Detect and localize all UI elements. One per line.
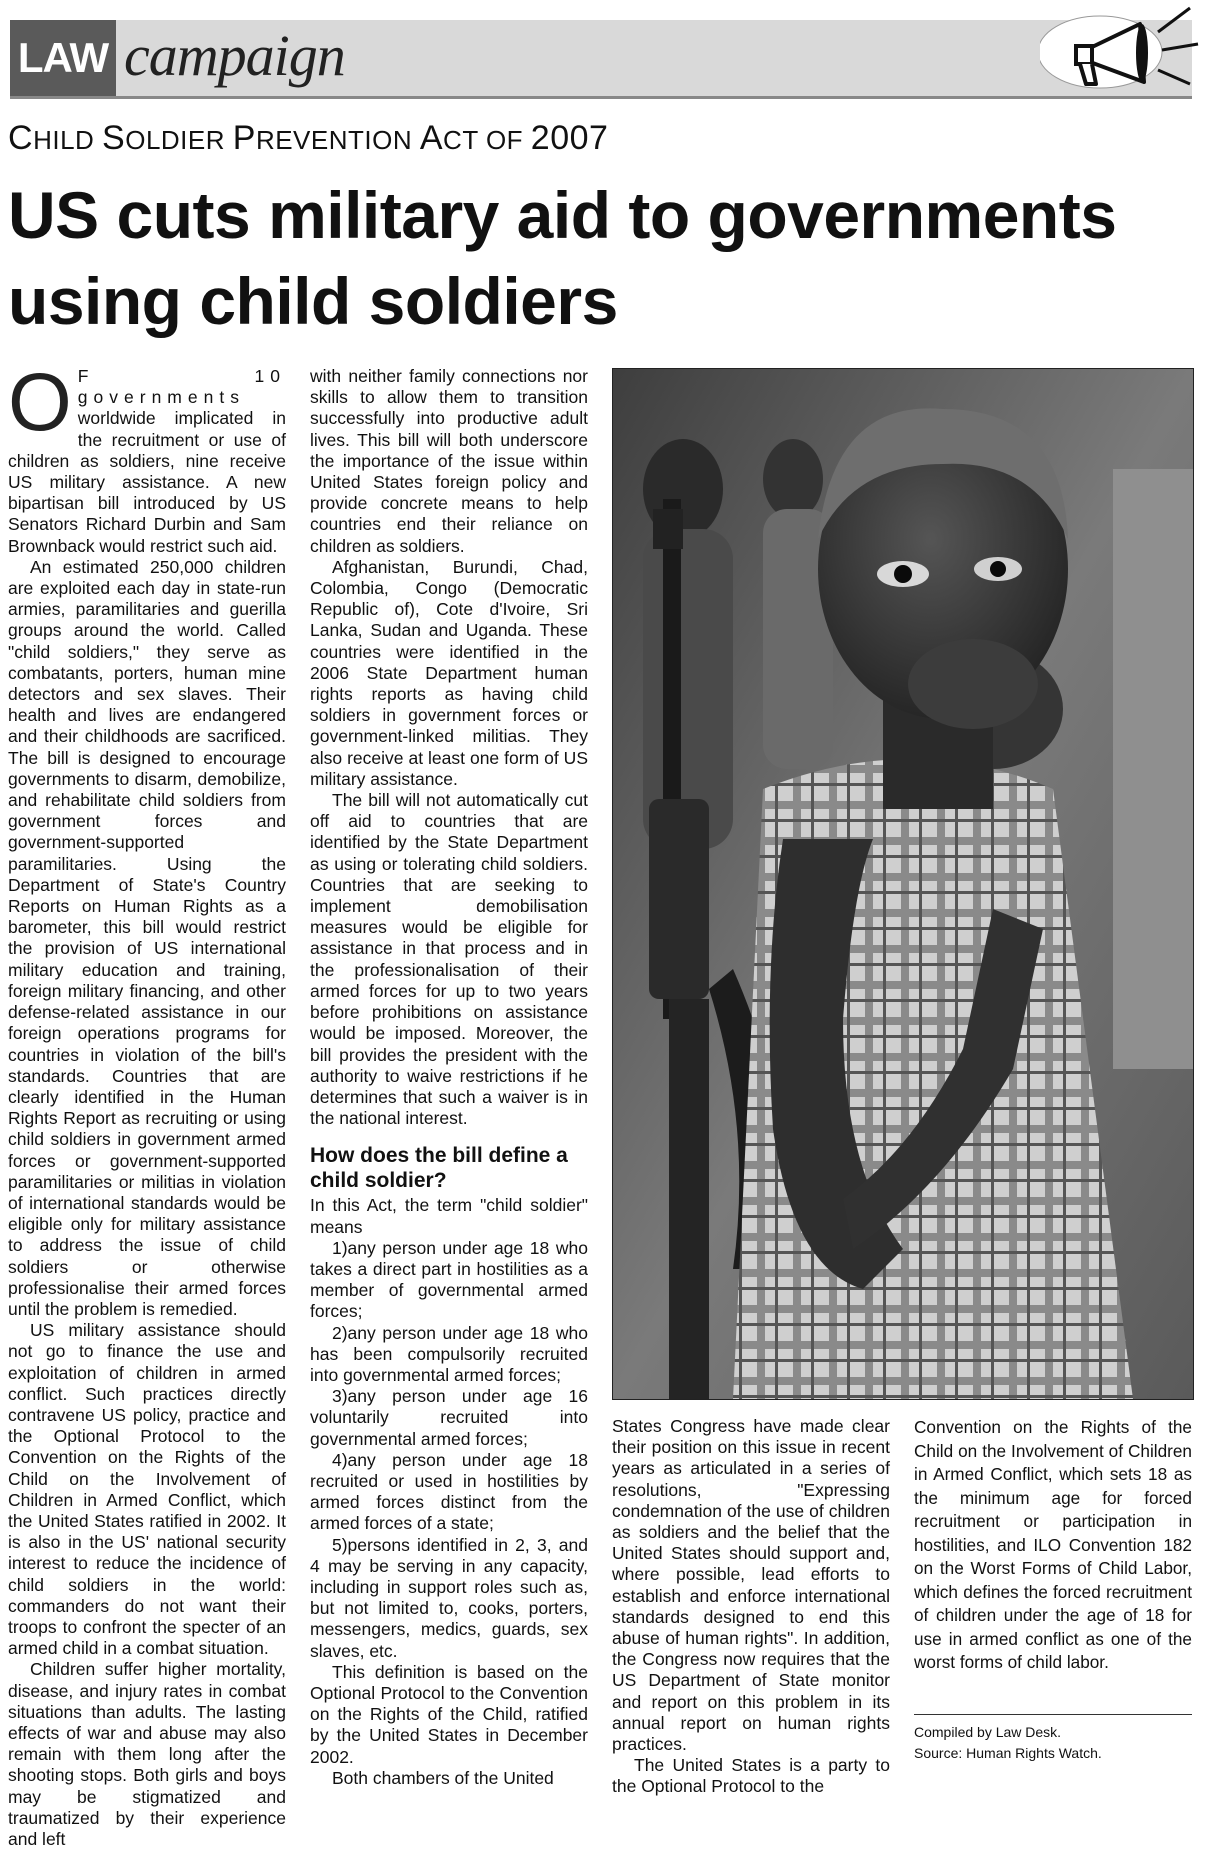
article-column-4: [914, 1416, 1192, 1675]
article-paragraph: Both chambers of the United: [332, 1767, 554, 1788]
article-paragraph: with neither family connections nor skills to allow them to transition successfully into productive adult lives. This bill will both underscore the importance of the issue within United States foreign policy and provide concrete means to help countries end their reliance on children as soldiers.: [310, 366, 588, 556]
header-rule: [10, 96, 1192, 99]
article-paragraph: [8, 357, 286, 557]
lead-in: F 10 governments: [77, 366, 286, 408]
article-paragraph: Afghanistan, Burundi, Chad, Colombia, Congo (Democratic Republic of), Cote d'Ivoire, Sri Lanka, Sudan and Uganda. These countries were identified in the 2006 State Department human rights reports as having child soldiers in government forces or government-linked militias. They also receive at least one form of US military assistance.: [310, 556, 588, 789]
article-paragraph: In this Act, the term "child soldier" means: [310, 1195, 588, 1237]
article-paragraph: States Congress have made clear their position on this issue in recent years as articulated in a series of resolutions, "Expressing condemnation of the use of children as soldiers and the belief that the United States should support and, where possible, lead efforts to establish and enforce international standards designed to end this abuse of human rights". In addition, the Congress now requires that the US Department of State monitor and report on this problem in its annual report on human rights practices.: [612, 1416, 890, 1755]
kicker: [8, 116, 608, 162]
megaphone-icon: [1040, 0, 1200, 100]
kicker-small-caps: OLDIER: [125, 125, 233, 155]
article-paragraph: This definition is based on the Optional Protocol to the Convention on the Rights of the Child, ratified by the United States in December 2002.: [310, 1661, 588, 1767]
headline: [8, 172, 1198, 344]
article-column-3: [612, 1416, 890, 1798]
definition-item: 3)any person under age 16 voluntarily recruited into governmental armed forces;: [310, 1386, 588, 1449]
article-column-1: [8, 357, 286, 1850]
article-paragraph: Convention on the Rights of the Child on the Involvement of Children in Armed Conflict, which sets 18 as the minimum age for forced recruitment or participation in hostilities, and ILO Convention 182 on the Worst Forms of Child Labor, which defines the forced recruitment of children under the age of 18 for use in armed conflict as one of the worst forms of child labor.: [914, 1417, 1192, 1672]
article-paragraph: US military assistance should not go to finance the use and exploitation of children in armed conflict. Such practices directly contravene US policy, practice and the Optional Protocol to the Convention on the Rights of the Child on the Involvement of Children in Armed Conflict, which the United States ratified in 2002. It is also in the US' national security interest to reduce the incidence of child soldiers in the world: commanders do not want their troops to confront the specter of an armed child in a combat situation.: [8, 1320, 286, 1659]
source-line: Source: Human Rights Watch.: [914, 1745, 1102, 1761]
article-paragraph: The bill will not automatically cut off aid to countries that are identified by the State Department as using or tolerating child soldiers. Countries that are seeking to implement demobilisation measures would be eligible for assistance in that process and in the professionalisation of their armed forces for up to two years before prohibitions on assistance would be imposed. Moreover, the bill provides the president with the authority to waive restrictions if he determines that such a waiver is in the national interest.: [310, 790, 588, 1129]
child-soldier-photo: [612, 368, 1194, 1400]
definition-item: 2)any person under age 18 who has been compulsorily recruited into governmental armed forces;: [310, 1322, 588, 1385]
section-tag: LAW: [10, 20, 116, 96]
article-paragraph: An estimated 250,000 children are exploited each day in state-run armies, paramilitaries and guerilla groups around the world. Called "child soldiers," they serve as combatants, porters, human mine detectors and sex slaves. Their health and lives are endangered and their childhoods are sacrificed. The bill is designed to encourage governments to disarm, demobilize, and rehabilitate child soldiers from government forces and government-supported paramilitaries. Using the Department of State's Country Reports on Human Rights as a barometer, this bill would restrict the provision of US international military education and training, foreign military financing, and other defense-related assistance in our foreign operations programs for countries in violation of the bill's standards. Countries that are clearly identified in the Human Rights Report as recruiting or using child soldiers in government armed forces or government-supported paramilitaries or militias in violation of international standards would be eligible only for military assistance to address the issue of child soldiers or otherwise professionalise their armed forces until the problem is remedied.: [8, 556, 286, 1319]
article-paragraph: Children suffer higher mortality, disease, and injury rates in combat situations than adults. The lasting effects of war and abuse may also remain with them long after the shooting stops. Both girls and boys may be stigmatized and traumatized by their experience and left: [8, 1659, 286, 1850]
definition-item: 1)any person under age 18 who takes a direct part in hostilities as a member of governmental armed forces;: [310, 1237, 588, 1322]
kicker-small-caps: HILD: [33, 125, 103, 155]
kicker-letter: P: [232, 119, 256, 157]
section-word: campaign: [124, 23, 345, 88]
article-column-2: [310, 366, 588, 1789]
photo-illustration: [613, 369, 1193, 1399]
kicker-letter: S: [102, 119, 126, 157]
compiled-by: Compiled by Law Desk.: [914, 1724, 1062, 1740]
headline-line: US cuts military aid to governments: [8, 178, 1117, 252]
article-paragraph: The United States is a party to the Optional Protocol to the: [612, 1755, 890, 1797]
credit-block: [914, 1722, 1192, 1764]
kicker-small-caps: REVENTION: [255, 125, 420, 155]
subheading: How does the bill define a child soldier?: [310, 1144, 568, 1193]
headline-line: using child soldiers: [8, 264, 618, 338]
drop-cap: O: [8, 357, 72, 448]
kicker-year: 2007: [530, 119, 609, 157]
credit-divider: [914, 1714, 1192, 1715]
kicker-letter: C: [8, 119, 34, 157]
kicker-small-caps: CT OF: [443, 125, 531, 155]
paragraph-text: worldwide implicated in the recruitment or use of children as soldiers, nine receive US military assistance. A new bipartisan bill introduced by US Senators Richard Durbin and Sam Brownback would restrict such aid.: [8, 408, 286, 556]
kicker-letter: A: [419, 119, 444, 157]
definition-item: 4)any person under age 18 recruited or used in hostilities by armed forces distinct from the armed forces of a state;: [310, 1449, 588, 1534]
definition-item: 5)persons identified in 2, 3, and 4 may be serving in any capacity, including in support roles such as, but not limited to, cooks, porters, messengers, medics, guards, sex slaves, etc.: [310, 1534, 588, 1661]
